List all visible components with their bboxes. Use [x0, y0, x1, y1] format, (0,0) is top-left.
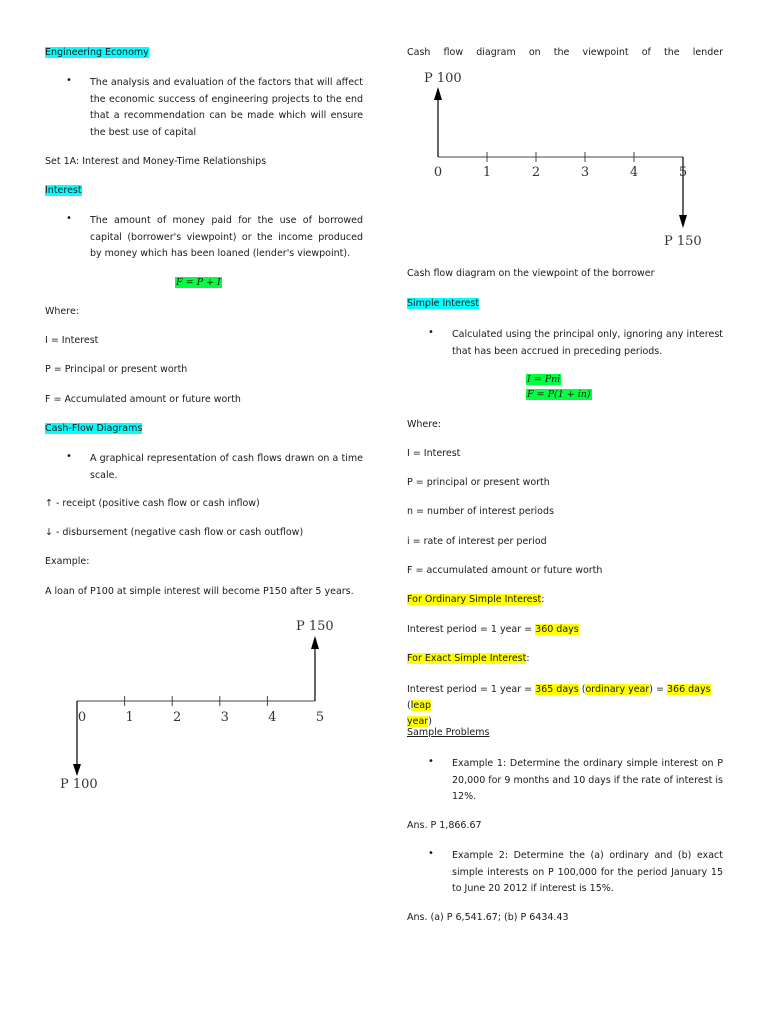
lender-caption: Cash flow diagram on the viewpoint of the lender — [407, 47, 723, 58]
bullet-icon: • — [428, 327, 434, 338]
exact-simple-interest-heading: For Exact Simple Interest: — [407, 653, 530, 664]
list-item — [45, 451, 363, 484]
list-item — [407, 756, 723, 806]
exact-period: Interest period = 1 year = 365 days (ordinary year) = 366 days (leap year) — [407, 684, 711, 727]
bullet-icon: • — [428, 848, 434, 859]
where-label: Where: — [407, 419, 442, 430]
lender-cash-flow-diagram — [420, 65, 720, 255]
tick-label: 5 — [315, 710, 325, 725]
bullet-icon: • — [66, 213, 72, 224]
down-amount-label: P 100 — [60, 777, 98, 792]
list-item — [407, 848, 723, 898]
borrower-cash-flow-diagram — [50, 610, 350, 800]
bullet-icon: • — [428, 756, 434, 767]
answer-2: Ans. (a) P 6,541.67; (b) P 6434.43 — [407, 912, 569, 923]
list-item — [45, 213, 363, 263]
tick-label: 1 — [482, 165, 492, 180]
tick-label: 0 — [77, 710, 87, 725]
tick-label: 2 — [173, 710, 182, 725]
up-amount-label: P 150 — [296, 619, 334, 634]
set-title: Set 1A: Interest and Money-Time Relationships — [45, 156, 267, 167]
simple-interest-definition: Calculated using the principal only, ignoring any interest that has been accrued in preceding periods. — [452, 329, 723, 357]
up-arrow-icon — [311, 636, 319, 649]
definition-future-worth: F = accumulated amount or future worth — [407, 565, 603, 576]
disbursement-legend: ↓ - disbursement (negative cash flow or cash outflow) — [45, 527, 304, 538]
list-item — [407, 327, 723, 360]
up-amount-label: P 100 — [424, 71, 462, 86]
tick-label: 4 — [268, 710, 277, 725]
definition-rate: i = rate of interest per period — [407, 536, 547, 547]
sample-problems-heading: Sample Problems — [407, 727, 490, 738]
tick-group — [434, 152, 687, 180]
up-arrow-icon — [434, 87, 442, 100]
definition-future-worth: F = Accumulated amount or future worth — [45, 394, 241, 405]
tick-label: 5 — [678, 165, 688, 180]
tick-label: 3 — [580, 165, 590, 180]
example-label: Example: — [45, 556, 90, 567]
simple-interest-formula-1: I = Pni — [527, 374, 561, 385]
tick-label: 1 — [125, 710, 134, 725]
tick-label: 3 — [220, 710, 229, 725]
tick-label: 0 — [433, 165, 443, 180]
example-2-text: Example 2: Determine the (a) ordinary and (b) exact simple interests on P 100,000 for the period January 15 to June 20 2012 if interest is 15%. — [452, 850, 723, 894]
interest-formula: F = P + I — [176, 277, 221, 288]
cash-flow-definition: A graphical representation of cash flows drawn on a time scale. — [90, 453, 363, 481]
definition-principal: P = Principal or present worth — [45, 364, 188, 375]
down-arrow-icon — [679, 215, 687, 228]
where-label: Where: — [45, 306, 80, 317]
definition-interest: I = Interest — [407, 448, 461, 459]
simple-interest-formula-2: F = P(1 + in) — [527, 389, 591, 400]
definition-principal: P = principal or present worth — [407, 477, 550, 488]
simple-interest-heading: Simple Interest — [407, 298, 480, 309]
example-text: A loan of P100 at simple interest will become P150 after 5 years. — [45, 586, 354, 597]
definition-interest: I = Interest — [45, 335, 99, 346]
ordinary-simple-interest-heading: For Ordinary Simple Interest: — [407, 594, 545, 605]
bullet-icon: • — [66, 451, 72, 462]
ordinary-period: Interest period = 1 year = 360 days — [407, 624, 579, 635]
borrower-caption: Cash flow diagram on the viewpoint of the borrower — [407, 268, 655, 279]
engineering-economy-definition: The analysis and evaluation of the factors that will affect the economic success of engineering projects to the end that a recommendation can be made which will ensure the best use of capital — [90, 77, 363, 138]
tick-group — [78, 696, 324, 725]
tick-label: 4 — [629, 165, 639, 180]
interest-definition: The amount of money paid for the use of borrowed capital (borrower's viewpoint) or the income produced by money which has been loaned (lender's viewpoint). — [90, 215, 363, 259]
definition-periods: n = number of interest periods — [407, 506, 554, 517]
example-1-text: Example 1: Determine the ordinary simple interest on P 20,000 for 9 months and 10 days if the rate of interest is 12%. — [452, 758, 723, 802]
tick-label: 2 — [531, 165, 541, 180]
engineering-economy-heading: Engineering Economy — [45, 47, 149, 58]
down-arrow-icon — [73, 764, 81, 776]
receipt-legend: ↑ - receipt (positive cash flow or cash inflow) — [45, 498, 260, 509]
answer-1: Ans. P 1,866.67 — [407, 820, 482, 831]
bullet-icon: • — [66, 75, 72, 86]
list-item — [45, 75, 363, 141]
cash-flow-heading: Cash-Flow Diagrams — [45, 423, 143, 434]
down-amount-label: P 150 — [664, 234, 702, 249]
interest-heading: Interest — [45, 185, 82, 196]
